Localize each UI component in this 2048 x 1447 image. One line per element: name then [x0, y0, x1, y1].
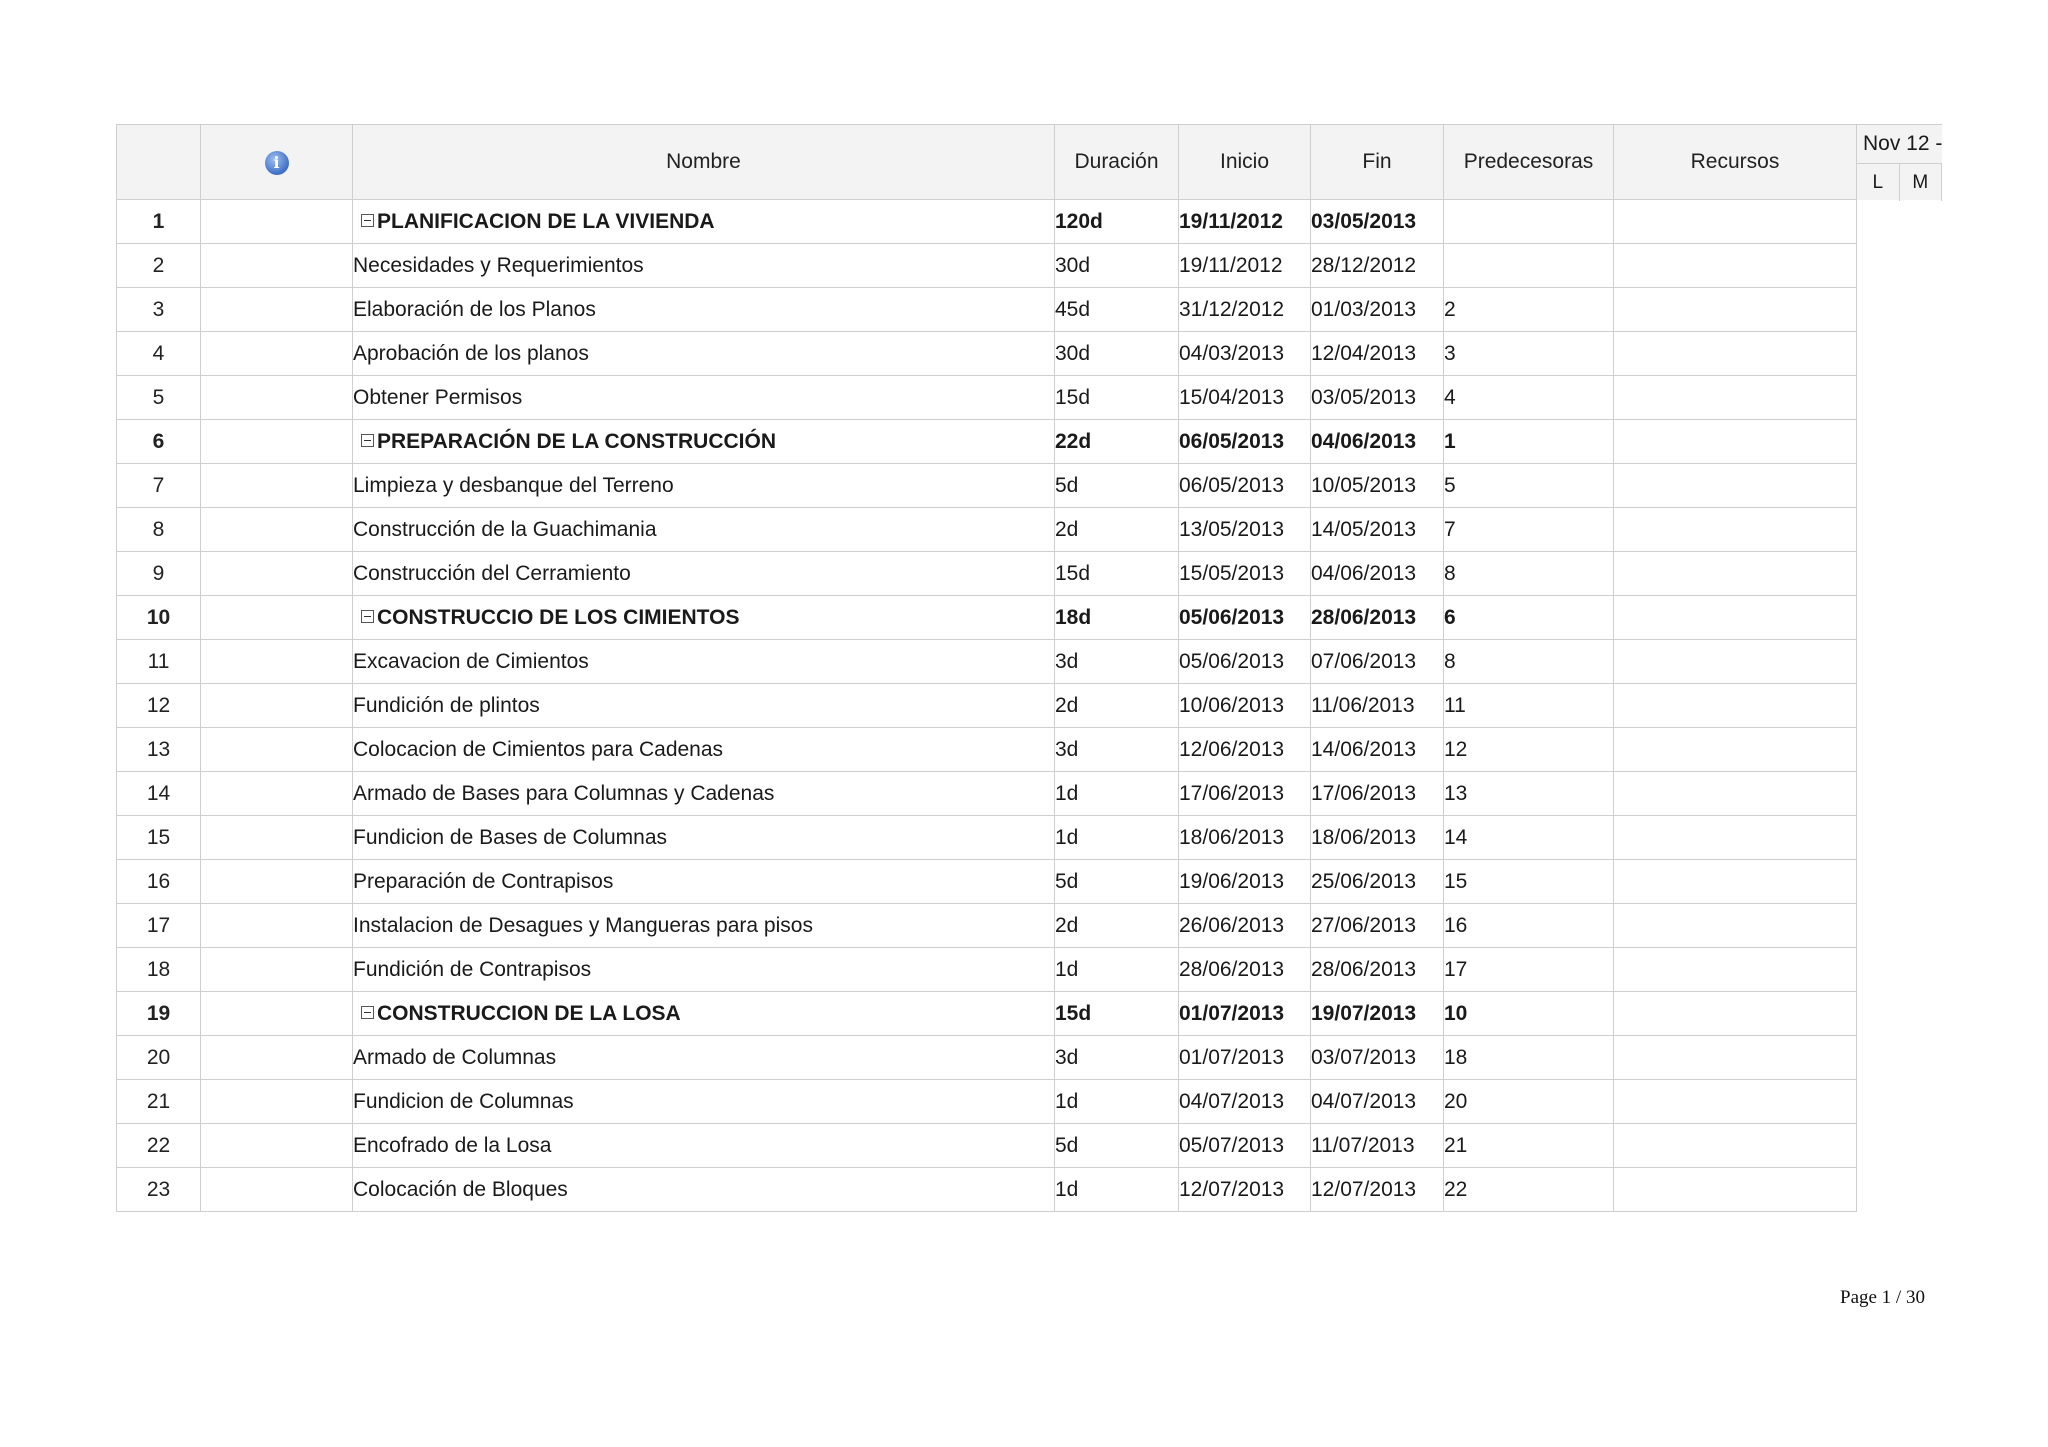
task-name[interactable]: Necesidades y Requerimientos — [353, 244, 1055, 288]
task-start[interactable]: 19/11/2012 — [1179, 244, 1311, 288]
task-start[interactable]: 12/06/2013 — [1179, 728, 1311, 772]
task-name-label: CONSTRUCCION DE LA LOSA — [377, 1001, 681, 1025]
task-start[interactable]: 04/03/2013 — [1179, 332, 1311, 376]
task-end[interactable]: 07/06/2013 — [1311, 640, 1444, 684]
row-number[interactable]: 19 — [117, 992, 201, 1036]
task-predecessors[interactable]: 13 — [1444, 772, 1614, 816]
task-end[interactable]: 28/12/2012 — [1311, 244, 1444, 288]
task-predecessors[interactable]: 15 — [1444, 860, 1614, 904]
task-start[interactable]: 04/07/2013 — [1179, 1080, 1311, 1124]
task-row[interactable] — [117, 288, 1857, 332]
task-resources[interactable] — [1614, 288, 1857, 332]
task-duration[interactable]: 15d — [1055, 992, 1179, 1036]
task-predecessors[interactable]: 6 — [1444, 596, 1614, 640]
timeline-day: L — [1857, 164, 1900, 201]
task-name[interactable]: Armado de Columnas — [353, 1036, 1055, 1080]
row-number[interactable]: 20 — [117, 1036, 201, 1080]
task-grid — [116, 124, 1857, 1212]
info-cell[interactable] — [201, 420, 353, 464]
task-duration[interactable]: 22d — [1055, 420, 1179, 464]
task-start[interactable]: 15/04/2013 — [1179, 376, 1311, 420]
task-row[interactable] — [117, 508, 1857, 552]
info-cell[interactable] — [201, 728, 353, 772]
task-start[interactable]: 17/06/2013 — [1179, 772, 1311, 816]
info-cell[interactable] — [201, 904, 353, 948]
row-number[interactable]: 3 — [117, 288, 201, 332]
task-row[interactable] — [117, 640, 1857, 684]
info-cell[interactable] — [201, 376, 353, 420]
task-row[interactable] — [117, 772, 1857, 816]
task-duration[interactable]: 15d — [1055, 552, 1179, 596]
task-predecessors[interactable]: 7 — [1444, 508, 1614, 552]
task-name[interactable]: Aprobación de los planos — [353, 332, 1055, 376]
task-name[interactable] — [353, 596, 1055, 640]
row-number[interactable]: 23 — [117, 1168, 201, 1212]
column-header-start[interactable]: Inicio — [1179, 125, 1311, 200]
task-row[interactable] — [117, 332, 1857, 376]
info-cell[interactable] — [201, 552, 353, 596]
summary-task-row[interactable] — [117, 200, 1857, 244]
info-cell[interactable] — [201, 464, 353, 508]
row-number[interactable]: 13 — [117, 728, 201, 772]
task-row[interactable] — [117, 1036, 1857, 1080]
task-predecessors[interactable]: 3 — [1444, 332, 1614, 376]
info-cell[interactable] — [201, 1124, 353, 1168]
task-end[interactable]: 04/07/2013 — [1311, 1080, 1444, 1124]
info-cell[interactable] — [201, 200, 353, 244]
task-resources[interactable] — [1614, 376, 1857, 420]
row-number[interactable]: 12 — [117, 684, 201, 728]
task-predecessors[interactable]: 5 — [1444, 464, 1614, 508]
task-end[interactable]: 19/07/2013 — [1311, 992, 1444, 1036]
task-duration[interactable]: 5d — [1055, 1124, 1179, 1168]
task-resources[interactable] — [1614, 244, 1857, 288]
column-header-end[interactable]: Fin — [1311, 125, 1444, 200]
task-duration[interactable]: 1d — [1055, 948, 1179, 992]
task-resources[interactable] — [1614, 1168, 1857, 1212]
task-end[interactable]: 25/06/2013 — [1311, 860, 1444, 904]
task-end[interactable]: 04/06/2013 — [1311, 420, 1444, 464]
task-duration[interactable]: 1d — [1055, 1168, 1179, 1212]
task-resources[interactable] — [1614, 948, 1857, 992]
row-number[interactable]: 9 — [117, 552, 201, 596]
task-start[interactable]: 01/07/2013 — [1179, 992, 1311, 1036]
row-number[interactable]: 6 — [117, 420, 201, 464]
task-name[interactable] — [353, 992, 1055, 1036]
task-start[interactable]: 05/06/2013 — [1179, 596, 1311, 640]
task-resources[interactable] — [1614, 728, 1857, 772]
info-cell[interactable] — [201, 508, 353, 552]
task-resources[interactable] — [1614, 640, 1857, 684]
row-number[interactable]: 2 — [117, 244, 201, 288]
info-cell[interactable] — [201, 1168, 353, 1212]
task-row[interactable] — [117, 860, 1857, 904]
task-resources[interactable] — [1614, 816, 1857, 860]
task-predecessors[interactable]: 2 — [1444, 288, 1614, 332]
task-duration[interactable]: 2d — [1055, 684, 1179, 728]
task-row[interactable] — [117, 552, 1857, 596]
task-start[interactable]: 28/06/2013 — [1179, 948, 1311, 992]
column-header-predecessors[interactable]: Predecesoras — [1444, 125, 1614, 200]
timeline-days — [1857, 164, 1942, 201]
task-start[interactable]: 31/12/2012 — [1179, 288, 1311, 332]
task-name[interactable]: Excavacion de Cimientos — [353, 640, 1055, 684]
task-resources[interactable] — [1614, 772, 1857, 816]
task-name[interactable]: Fundicion de Bases de Columnas — [353, 816, 1055, 860]
task-start[interactable]: 05/06/2013 — [1179, 640, 1311, 684]
task-duration[interactable]: 3d — [1055, 728, 1179, 772]
row-number[interactable]: 11 — [117, 640, 201, 684]
info-cell[interactable] — [201, 860, 353, 904]
column-header-duration[interactable]: Duración — [1055, 125, 1179, 200]
header-row — [117, 125, 1857, 200]
task-resources[interactable] — [1614, 508, 1857, 552]
task-end[interactable]: 12/07/2013 — [1311, 1168, 1444, 1212]
row-number[interactable]: 21 — [117, 1080, 201, 1124]
column-header-name[interactable]: Nombre — [353, 125, 1055, 200]
summary-task-row[interactable] — [117, 420, 1857, 464]
task-end[interactable]: 28/06/2013 — [1311, 948, 1444, 992]
task-name[interactable]: Elaboración de los Planos — [353, 288, 1055, 332]
summary-task-row[interactable] — [117, 596, 1857, 640]
task-name[interactable]: Obtener Permisos — [353, 376, 1055, 420]
task-predecessors[interactable]: 12 — [1444, 728, 1614, 772]
task-predecessors[interactable]: 17 — [1444, 948, 1614, 992]
task-row[interactable] — [117, 464, 1857, 508]
task-name[interactable]: Construcción del Cerramiento — [353, 552, 1055, 596]
task-resources[interactable] — [1614, 420, 1857, 464]
task-start[interactable]: 06/05/2013 — [1179, 464, 1311, 508]
page-number: Page 1 / 30 — [1840, 1287, 1925, 1308]
task-end[interactable]: 27/06/2013 — [1311, 904, 1444, 948]
task-predecessors[interactable]: 16 — [1444, 904, 1614, 948]
task-resources[interactable] — [1614, 200, 1857, 244]
info-cell[interactable] — [201, 948, 353, 992]
task-predecessors[interactable]: 14 — [1444, 816, 1614, 860]
task-name[interactable]: Fundicion de Columnas — [353, 1080, 1055, 1124]
row-number[interactable]: 15 — [117, 816, 201, 860]
task-predecessors[interactable]: 8 — [1444, 552, 1614, 596]
task-end[interactable]: 12/04/2013 — [1311, 332, 1444, 376]
task-duration[interactable]: 30d — [1055, 244, 1179, 288]
gantt-timeline-header — [1856, 124, 1942, 200]
task-row[interactable] — [117, 904, 1857, 948]
info-icon: i — [265, 151, 289, 175]
info-cell[interactable] — [201, 1080, 353, 1124]
task-predecessors[interactable]: 11 — [1444, 684, 1614, 728]
task-end[interactable]: 11/07/2013 — [1311, 1124, 1444, 1168]
row-number[interactable]: 8 — [117, 508, 201, 552]
task-rows — [117, 200, 1857, 1212]
gantt-task-table — [116, 124, 1857, 1212]
task-end[interactable]: 14/06/2013 — [1311, 728, 1444, 772]
task-predecessors[interactable]: 18 — [1444, 1036, 1614, 1080]
task-end[interactable]: 18/06/2013 — [1311, 816, 1444, 860]
task-predecessors[interactable]: 8 — [1444, 640, 1614, 684]
row-number[interactable]: 7 — [117, 464, 201, 508]
task-resources[interactable] — [1614, 1080, 1857, 1124]
collapse-toggle-icon[interactable] — [361, 1006, 374, 1019]
info-cell[interactable] — [201, 244, 353, 288]
task-duration[interactable]: 45d — [1055, 288, 1179, 332]
info-cell[interactable] — [201, 992, 353, 1036]
task-resources[interactable] — [1614, 332, 1857, 376]
row-number[interactable]: 10 — [117, 596, 201, 640]
task-start[interactable]: 05/07/2013 — [1179, 1124, 1311, 1168]
task-start[interactable]: 06/05/2013 — [1179, 420, 1311, 464]
task-duration[interactable]: 15d — [1055, 376, 1179, 420]
info-cell[interactable] — [201, 288, 353, 332]
task-end[interactable]: 03/05/2013 — [1311, 376, 1444, 420]
task-resources[interactable] — [1614, 992, 1857, 1036]
task-end[interactable]: 03/05/2013 — [1311, 200, 1444, 244]
row-number[interactable]: 4 — [117, 332, 201, 376]
task-name-label: PREPARACIÓN DE LA CONSTRUCCIÓN — [377, 429, 777, 453]
task-start[interactable]: 12/07/2013 — [1179, 1168, 1311, 1212]
task-duration[interactable]: 2d — [1055, 904, 1179, 948]
task-resources[interactable] — [1614, 684, 1857, 728]
task-name[interactable]: Colocación de Bloques — [353, 1168, 1055, 1212]
task-resources[interactable] — [1614, 1036, 1857, 1080]
task-start[interactable]: 26/06/2013 — [1179, 904, 1311, 948]
task-predecessors[interactable]: 4 — [1444, 376, 1614, 420]
row-number[interactable]: 18 — [117, 948, 201, 992]
task-name[interactable]: Preparación de Contrapisos — [353, 860, 1055, 904]
task-predecessors[interactable] — [1444, 200, 1614, 244]
task-duration[interactable]: 18d — [1055, 596, 1179, 640]
task-resources[interactable] — [1614, 904, 1857, 948]
task-predecessors[interactable]: 21 — [1444, 1124, 1614, 1168]
task-row[interactable] — [117, 244, 1857, 288]
task-duration[interactable]: 30d — [1055, 332, 1179, 376]
info-cell[interactable] — [201, 596, 353, 640]
task-end[interactable]: 10/05/2013 — [1311, 464, 1444, 508]
info-cell[interactable] — [201, 1036, 353, 1080]
task-end[interactable]: 01/03/2013 — [1311, 288, 1444, 332]
task-duration[interactable]: 1d — [1055, 816, 1179, 860]
task-end[interactable]: 28/06/2013 — [1311, 596, 1444, 640]
task-start[interactable]: 13/05/2013 — [1179, 508, 1311, 552]
row-number[interactable]: 1 — [117, 200, 201, 244]
task-name[interactable]: Colocacion de Cimientos para Cadenas — [353, 728, 1055, 772]
task-row[interactable] — [117, 376, 1857, 420]
task-row[interactable] — [117, 948, 1857, 992]
timeline-week-label: Nov 12 - — [1857, 125, 1942, 164]
task-duration[interactable]: 1d — [1055, 1080, 1179, 1124]
row-number[interactable]: 17 — [117, 904, 201, 948]
task-duration[interactable]: 3d — [1055, 640, 1179, 684]
task-name[interactable]: Fundición de plintos — [353, 684, 1055, 728]
task-name[interactable]: Construcción de la Guachimania — [353, 508, 1055, 552]
row-number[interactable]: 16 — [117, 860, 201, 904]
info-cell[interactable] — [201, 332, 353, 376]
task-resources[interactable] — [1614, 552, 1857, 596]
timeline-day: M — [1900, 164, 1943, 201]
info-cell[interactable] — [201, 772, 353, 816]
task-predecessors[interactable]: 22 — [1444, 1168, 1614, 1212]
column-header-id[interactable] — [117, 125, 201, 200]
task-row[interactable] — [117, 684, 1857, 728]
task-predecessors[interactable]: 20 — [1444, 1080, 1614, 1124]
row-number[interactable]: 22 — [117, 1124, 201, 1168]
task-row[interactable] — [117, 728, 1857, 772]
task-row[interactable] — [117, 1168, 1857, 1212]
task-duration[interactable]: 1d — [1055, 772, 1179, 816]
task-row[interactable] — [117, 1124, 1857, 1168]
task-duration[interactable]: 5d — [1055, 464, 1179, 508]
task-duration[interactable]: 2d — [1055, 508, 1179, 552]
task-name[interactable] — [353, 420, 1055, 464]
task-resources[interactable] — [1614, 596, 1857, 640]
task-name[interactable]: Encofrado de la Losa — [353, 1124, 1055, 1168]
info-cell[interactable] — [201, 684, 353, 728]
task-start[interactable]: 18/06/2013 — [1179, 816, 1311, 860]
collapse-toggle-icon[interactable] — [361, 610, 374, 623]
task-row[interactable] — [117, 1080, 1857, 1124]
task-name[interactable]: Limpieza y desbanque del Terreno — [353, 464, 1055, 508]
task-duration[interactable]: 5d — [1055, 860, 1179, 904]
task-end[interactable]: 17/06/2013 — [1311, 772, 1444, 816]
column-header-info[interactable] — [201, 125, 353, 200]
task-start[interactable]: 15/05/2013 — [1179, 552, 1311, 596]
info-cell[interactable] — [201, 640, 353, 684]
row-number[interactable]: 5 — [117, 376, 201, 420]
collapse-toggle-icon[interactable] — [361, 214, 374, 227]
task-name[interactable]: Armado de Bases para Columnas y Cadenas — [353, 772, 1055, 816]
summary-task-row[interactable] — [117, 992, 1857, 1036]
task-predecessors[interactable] — [1444, 244, 1614, 288]
collapse-toggle-icon[interactable] — [361, 434, 374, 447]
info-cell[interactable] — [201, 816, 353, 860]
task-duration[interactable]: 3d — [1055, 1036, 1179, 1080]
row-number[interactable]: 14 — [117, 772, 201, 816]
task-resources[interactable] — [1614, 464, 1857, 508]
task-resources[interactable] — [1614, 860, 1857, 904]
column-header-resources[interactable]: Recursos — [1614, 125, 1857, 200]
task-duration[interactable]: 120d — [1055, 200, 1179, 244]
task-start[interactable]: 01/07/2013 — [1179, 1036, 1311, 1080]
task-name[interactable] — [353, 200, 1055, 244]
task-predecessors[interactable]: 1 — [1444, 420, 1614, 464]
task-start[interactable]: 10/06/2013 — [1179, 684, 1311, 728]
task-name[interactable]: Fundición de Contrapisos — [353, 948, 1055, 992]
task-name-label: CONSTRUCCIO DE LOS CIMIENTOS — [377, 605, 740, 629]
task-name[interactable]: Instalacion de Desagues y Mangueras para pisos — [353, 904, 1055, 948]
task-row[interactable] — [117, 816, 1857, 860]
task-end[interactable]: 03/07/2013 — [1311, 1036, 1444, 1080]
task-end[interactable]: 14/05/2013 — [1311, 508, 1444, 552]
task-resources[interactable] — [1614, 1124, 1857, 1168]
task-start[interactable]: 19/11/2012 — [1179, 200, 1311, 244]
task-end[interactable]: 04/06/2013 — [1311, 552, 1444, 596]
task-end[interactable]: 11/06/2013 — [1311, 684, 1444, 728]
task-name-label: PLANIFICACION DE LA VIVIENDA — [377, 209, 715, 233]
task-predecessors[interactable]: 10 — [1444, 992, 1614, 1036]
task-start[interactable]: 19/06/2013 — [1179, 860, 1311, 904]
